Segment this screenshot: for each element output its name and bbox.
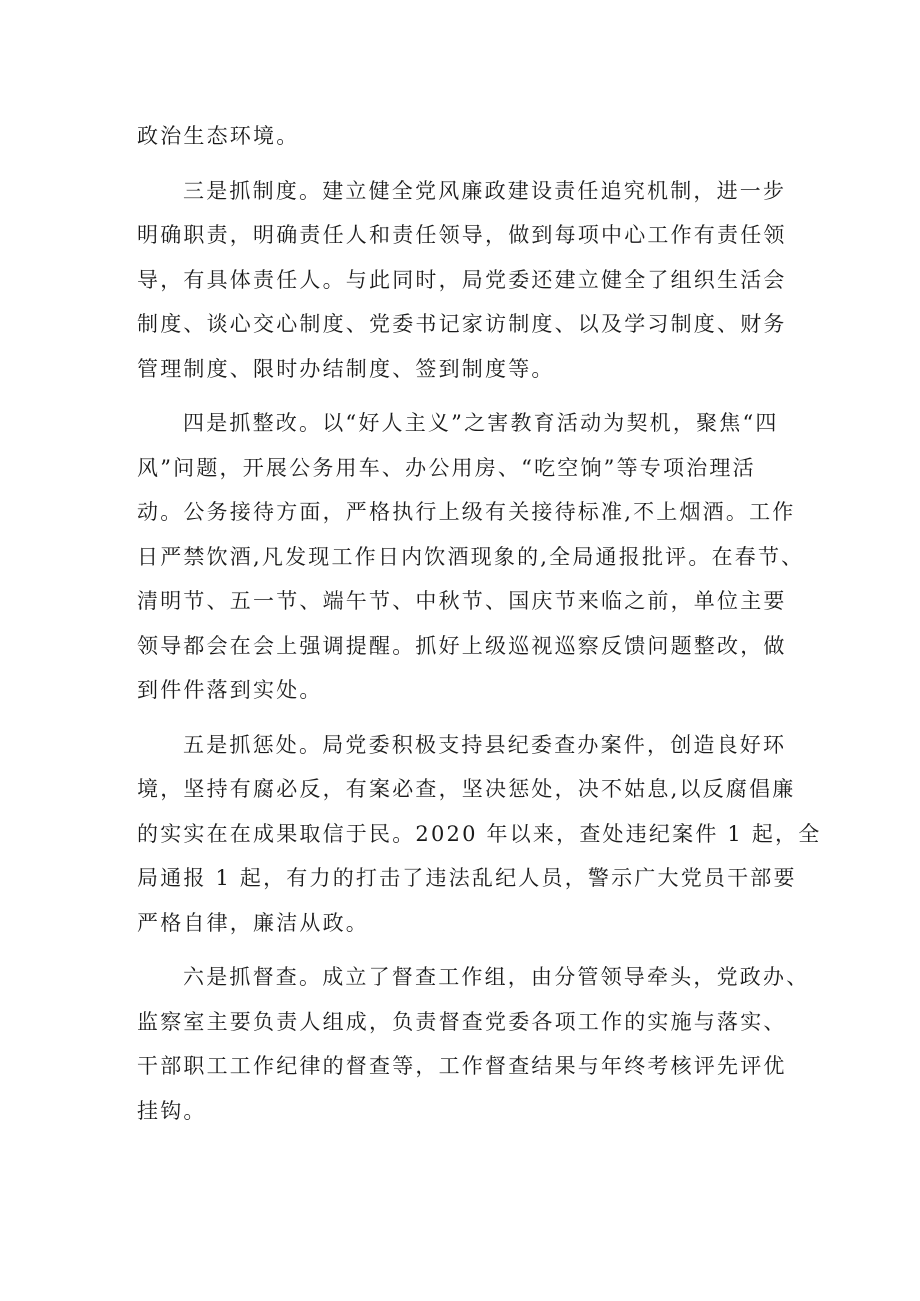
text-line: 到件件落到实处。 [137,678,323,702]
document-body [137,114,822,1133]
text-line: 六是抓督查。成立了督查工作组，由分管领导牵头，党政办、 [183,965,810,989]
text-line: 三是抓制度。建立健全党风廉政建设责任追究机制，进一步 [183,178,787,203]
paragraph-supervision [137,955,810,1133]
text-line: 四是抓整改。以“好人主义”之害教育活动为契机，聚焦“四 [183,411,779,435]
text-line: 制度、谈心交心制度、党委书记家访制度、以及学习制度、财务 [137,312,787,336]
text-line: 政治生态环境。 [137,124,300,148]
text-line: 干部职工工作纪律的督查等，工作督查结果与年终考核评先评优 [137,1054,787,1078]
text-line: 明确职责，明确责任人和责任领导，做到每项中心工作有责任领 [137,223,787,247]
text-line: 的实实在在成果取信于民。2020 年以来，查处违纪案件 1 起，全 [137,821,822,846]
paragraph-system [137,169,792,392]
paragraph-continuation [137,114,792,159]
paragraph-punishment [137,723,822,946]
text-line: 风”问题，开展公务用车、办公用房、“吃空饷”等专项治理活 [137,455,756,480]
text-line: 领导都会在会上强调提醒。抓好上级巡视巡察反馈问题整改，做 [137,633,787,658]
text-line: 清明节、五一节、端午节、中秋节、国庆节来临之前，单位主要 [137,589,787,613]
paragraph-rectification [137,401,805,713]
text-line: 日严禁饮酒,凡发现工作日内饮酒现象的,全局通报批评。在春节、 [137,544,805,569]
text-line: 挂钩。 [137,1098,207,1123]
text-line: 监察室主要负责人组成，负责督查党委各项工作的实施与落实、 [137,1009,787,1034]
text-line: 导，有具体责任人。与此同时，局党委还建立健全了组织生活会 [137,267,787,292]
text-line: 动。公务接待方面，严格执行上级有关接待标准,不上烟酒。工作 [137,500,796,524]
text-line: 五是抓惩处。局党委积极支持县纪委查办案件，创造良好环 [183,732,787,757]
text-line: 管理制度、限时办结制度、签到制度等。 [137,356,555,381]
text-line: 严格自律，廉洁从政。 [137,910,369,935]
text-line: 局通报 1 起，有力的打击了违法乱纪人员，警示广大党员干部要 [137,866,797,890]
text-line: 境，坚持有腐必反，有案必查，坚决惩处，决不姑息,以反腐倡廉 [137,777,796,801]
